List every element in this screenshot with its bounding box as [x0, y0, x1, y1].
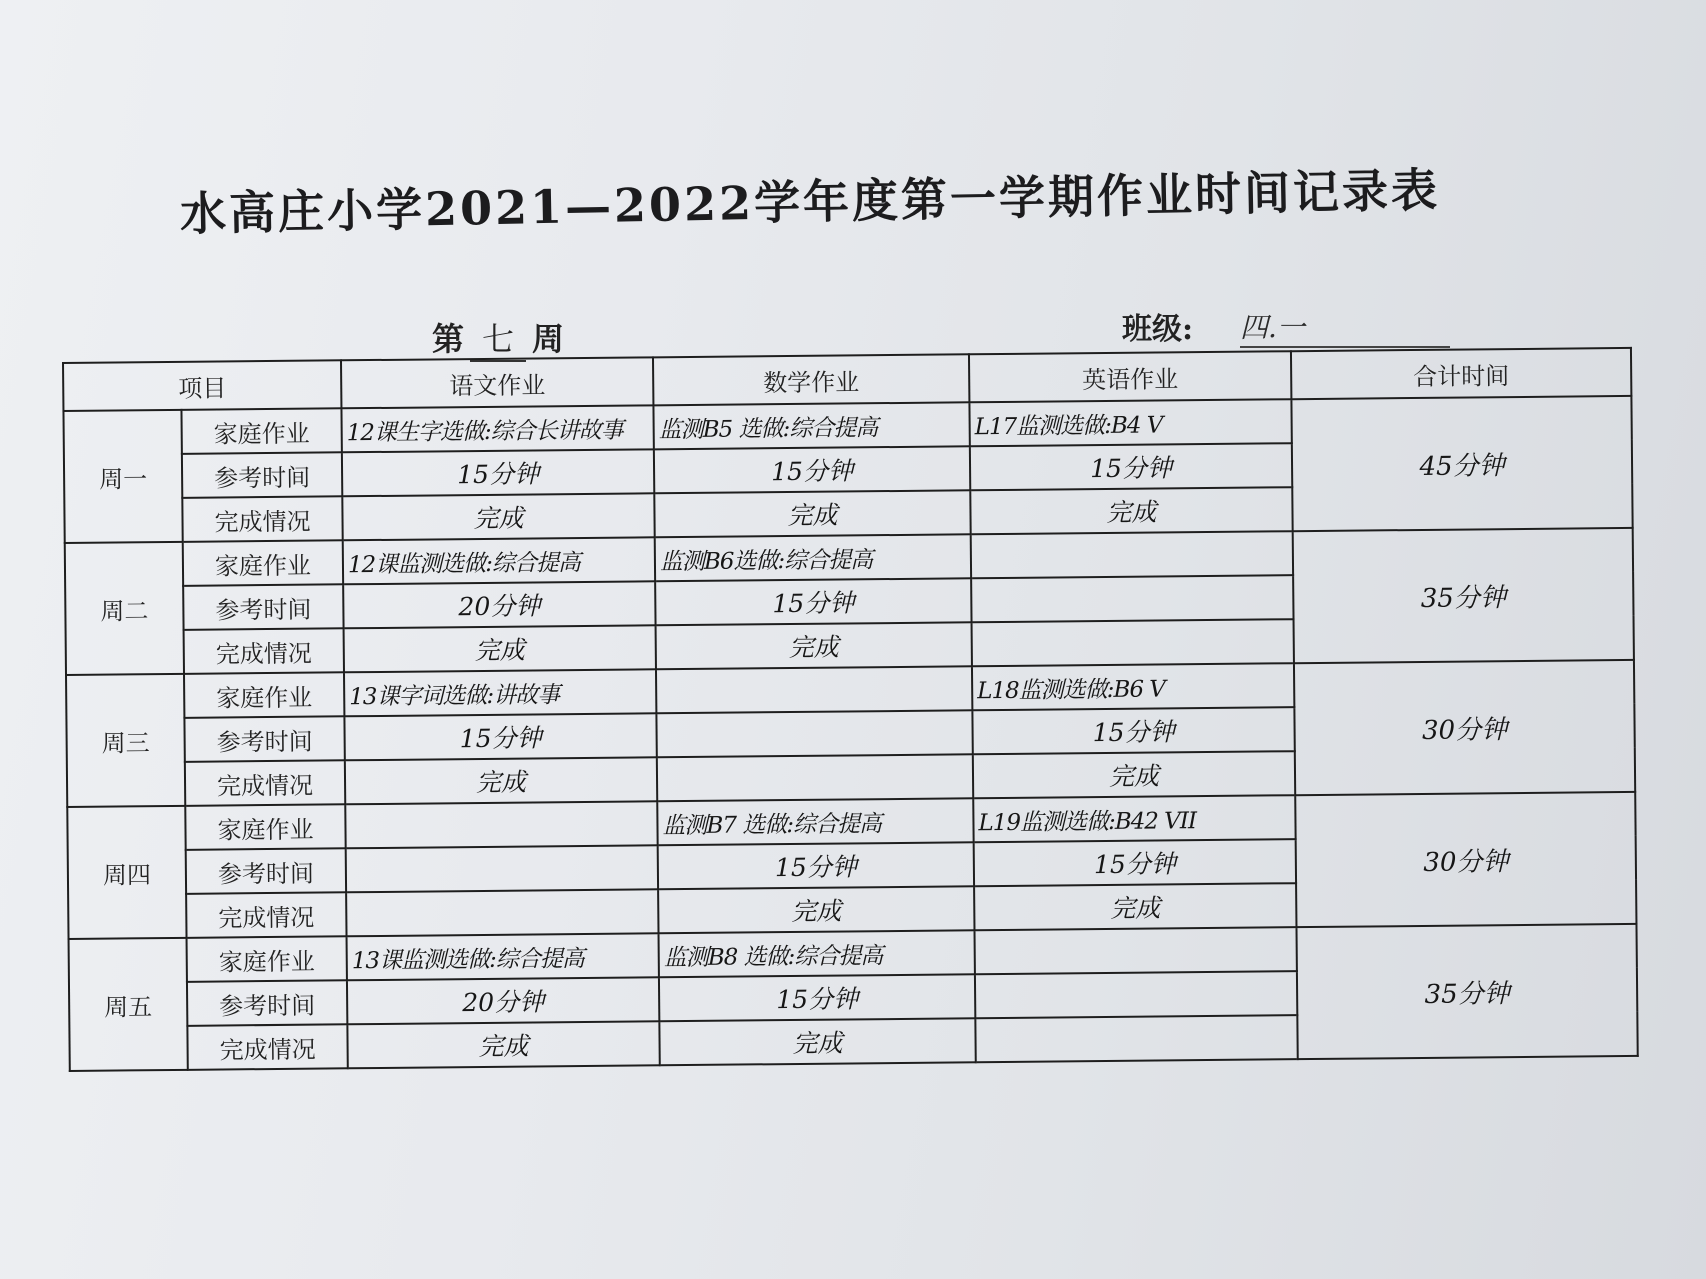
row-label-time: 参考时间: [186, 848, 346, 894]
english-homework: [974, 927, 1296, 974]
homework-table-wrapper: [62, 347, 1637, 1072]
chinese-homework: 12课生字选做:综合长讲故事: [341, 405, 653, 452]
row-label-status: 完成情况: [186, 892, 346, 938]
math-time: 15分钟: [654, 446, 970, 493]
chinese-homework: 13课监测选做:综合提高: [347, 933, 659, 980]
day-cell: 周一: [63, 410, 182, 543]
row-label-homework: 家庭作业: [183, 540, 343, 586]
english-time: [971, 575, 1293, 622]
math-homework: 监测B7 选做:综合提高: [657, 798, 973, 845]
chinese-status: 完成: [342, 493, 654, 540]
english-status: 完成: [970, 487, 1292, 534]
row-label-time: 参考时间: [183, 584, 343, 630]
day-cell: 周五: [69, 938, 188, 1071]
chinese-time: 20分钟: [343, 581, 655, 628]
homework-time-table: [62, 347, 1639, 1072]
week-number: 七: [470, 314, 526, 362]
math-homework: 监测B6选做:综合提高: [655, 534, 971, 581]
header-chinese: 语文作业: [341, 357, 653, 408]
document-title: 水高庄小学2021—2022学年度第一学期作业时间记录表: [179, 162, 1441, 241]
row-label-status: 完成情况: [187, 1024, 347, 1070]
math-status: [657, 754, 973, 801]
row-label-homework: 家庭作业: [185, 804, 345, 850]
chinese-time: 15分钟: [342, 449, 654, 496]
row-label-homework: 家庭作业: [181, 408, 341, 454]
math-status: 完成: [658, 886, 974, 933]
chinese-homework: 12课监测选做:综合提高: [343, 537, 655, 584]
math-status: 完成: [659, 1018, 975, 1065]
chinese-status: 完成: [344, 625, 656, 672]
english-status: [975, 1015, 1297, 1062]
math-time: 15分钟: [655, 578, 971, 625]
chinese-homework: [345, 801, 657, 848]
chinese-time: 20分钟: [347, 977, 659, 1024]
total-time: 30分钟: [1295, 792, 1636, 927]
class-label: 班级:: [1122, 312, 1194, 347]
header-item: 项目: [63, 360, 341, 411]
english-homework: L17监测选做:B4 V: [969, 399, 1291, 446]
english-homework: L18监测选做:B6 V: [972, 663, 1294, 710]
row-label-time: 参考时间: [182, 452, 342, 498]
chinese-status: 完成: [345, 757, 657, 804]
week-indicator: [432, 314, 564, 362]
english-time: 15分钟: [970, 443, 1292, 490]
day-cell: 周四: [67, 806, 186, 939]
english-homework: [971, 531, 1293, 578]
chinese-status: [346, 889, 658, 936]
total-time: 35分钟: [1296, 924, 1637, 1059]
english-status: 完成: [973, 751, 1295, 798]
chinese-time: [346, 845, 658, 892]
class-value: 四.一: [1240, 306, 1450, 348]
math-time: [656, 710, 972, 757]
row-label-status: 完成情况: [185, 760, 345, 806]
row-label-homework: 家庭作业: [187, 936, 347, 982]
row-label-time: 参考时间: [187, 980, 347, 1026]
chinese-status: 完成: [347, 1021, 659, 1068]
day-cell: 周二: [65, 542, 184, 675]
header-total: 合计时间: [1291, 348, 1631, 399]
math-homework: 监测B5 选做:综合提高: [653, 402, 969, 449]
math-homework: 监测B8 选做:综合提高: [659, 930, 975, 977]
total-time: 30分钟: [1294, 660, 1635, 795]
day-cell: 周三: [66, 674, 185, 807]
row-label-homework: 家庭作业: [184, 672, 344, 718]
row-label-status: 完成情况: [184, 628, 344, 674]
math-time: 15分钟: [658, 842, 974, 889]
english-time: 15分钟: [974, 839, 1296, 886]
english-time: 15分钟: [972, 707, 1294, 754]
english-status: 完成: [974, 883, 1296, 930]
math-homework: [656, 666, 972, 713]
english-homework: L19监测选做:B42 VII: [973, 795, 1295, 842]
total-time: 35分钟: [1293, 528, 1634, 663]
week-suffix: 周: [532, 320, 565, 358]
math-time: 15分钟: [659, 974, 975, 1021]
header-english: 英语作业: [969, 351, 1291, 402]
chinese-time: 15分钟: [344, 713, 656, 760]
math-status: 完成: [654, 490, 970, 537]
header-math: 数学作业: [653, 354, 969, 405]
math-status: 完成: [656, 622, 972, 669]
english-status: [972, 619, 1294, 666]
chinese-homework: 13课字词选做:讲故事: [344, 669, 656, 716]
row-label-status: 完成情况: [182, 496, 342, 542]
row-label-time: 参考时间: [184, 716, 344, 762]
week-prefix: 第: [432, 320, 465, 358]
english-time: [975, 971, 1297, 1018]
total-time: 45分钟: [1291, 396, 1632, 531]
